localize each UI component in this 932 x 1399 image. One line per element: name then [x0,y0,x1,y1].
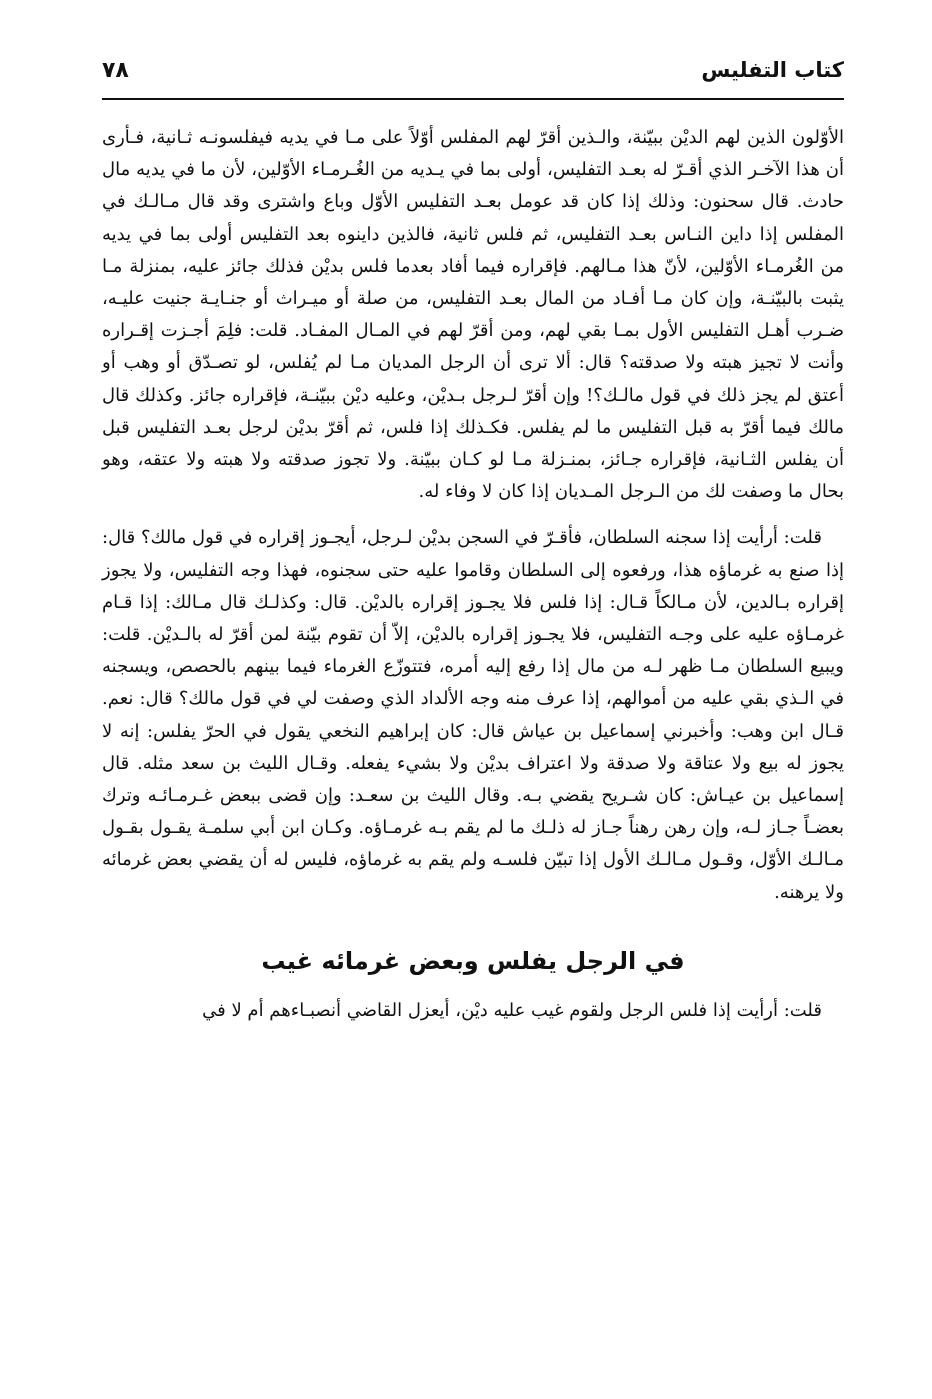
page-header [102,36,844,100]
paragraph-2: قلت: أرأيت إذا سجنه السلطان، فأقـرّ في السجن بديْن لـرجل، أيجـوز إقراره في قول مالك؟ قال: إذا صنع به غرماؤه هذا، ورفعوه إلى السلطان وقاموا عليه حتى سجنوه، فهذا وجه التفليس، ولا يجوز إقراره بـالدين، لأن مـالكاً قـال: إذا فلس فلا يجـوز إقراره بالديْن. قال: وكذلـك قال مـالك: إذا قـام غرمـاؤه عليه على وجـه التفليس، فلا يجـوز إقراره بالديْن، إلاّ أن تقوم بيّنة لمن أقرّ له بالـديْن. قلت: ويبيع السلطان مـا ظهر لـه من مال إذا رفع إليه أمره، فتتوزّع الغرماء فيما بينهم بالحصص، ويسجنه في الـذي بقي عليه من أموالهم، إذا عرف منه وجه الألداد الذي وصفت لي في قول مالك؟ قال: نعم. قـال ابن وهب: وأخبرني إسماعيل بن عياش قال: كان إبراهيم النخعي يقول في الحرّ يفلس: إنه لا يجوز له بيع ولا عتاقة ولا صدقة ولا اعتراف بديْن ولا بشيء يفعله. وقـال الليث بن سعد مثله. قال إسماعيل بن عيـاش: كان شـريح يقضي بـه. وقال الليث بن سعـد: وإن قضى ببعض غـرمـائـه وترك بعضـاً جـاز لـه، وإن رهن رهناً جـاز له ذلـك ما لم يقم بـه غرمـاؤه. وكـان ابن أبي سلمـة يقـول بقـول مـالـك الأوّل، وقـول مـالـك الأول إذا تبيّن فلسـه ولم يقم به غرماؤه، فليس له أن يقضي بعض غرمائه ولا يرهنه. [102,527,844,903]
page-number: ٧٨ [102,58,129,83]
section-paragraph: قلت: أرأيت إذا فلس الرجل ولقوم غيب عليه ديْن، أيعزل القاضي أنصبـاءهم أم لا في [202,999,822,1021]
page-body [102,122,844,1027]
book-page [0,36,932,1399]
paragraph-1: الأوّلون الذين لهم الديْن ببيّنة، والـذين أقرّ لهم المفلس أوّلاً على مـا في يديه فيفلسونـه ثـانية، فـأرى أن هذا الآخـر الذي أقـرّ له بعـد التفليس، أولى بما في يـديه من الغُـرمـاء الأوّلين، لأن ما في يديه مال حادث. قال سحنون: وذلك إذا كان قد عومل بعـد التفليس الأوّل وباع واشترى وقد قال مـالـك في المفلس إذا داين النـاس بعـد التفليس، ثم فلس ثانية، فالذين داينوه بعد التفليس أولى بما في يديه من الغُرمـاء الأوّلين، لأنّ هذا مـالهم. فإقراره فيما أفاد بعدما فلس بديْن فذلك جائز عليه، بمنزلة مـا يثبت بالبيّنـة، وإن كان مـا أفـاد من المال بعـد التفليس، من صلة أو ميـراث أو جنـايـة جنيت عليـه، ضـرب أهـل التفليس الأول بمـا بقي لهم، ومن أقرّ لهم في المـال المفـاد. قلت: فلِمَ أجـزت إقـراره وأنت لا تجيز هبته ولا صدقته؟ قال: ألا ترى أن الرجل المديان مـا لم يُفلس، لو تصـدّق أو وهب أو أعتق لم يجز ذلك في قول مالـك؟! وإن أقرّ لـرجل بـديْن، وعليه ديْن ببيّنـة، فإقراره جائز. وكذلك قال مالك فيما أقرّ به قبل التفليس ما لم يفلس. فكـذلك إذا فلس، ثم أقرّ بديْن لرجل بعـد التفليس قبل أن يفلس الثـانية، فإقراره جـائز، بمنـزلة مـا لو كـان ببيّنة. ولا تجوز صدقته ولا هبته ولا عتقه، وهو بحال ما وصفت لك من الـرجل المـديان إذا كان لا وفاء له. [102,127,844,503]
section-heading: في الرجل يفلس وبعض غرمائه غيب [261,946,685,975]
running-title: كتاب التفليس [701,58,844,82]
